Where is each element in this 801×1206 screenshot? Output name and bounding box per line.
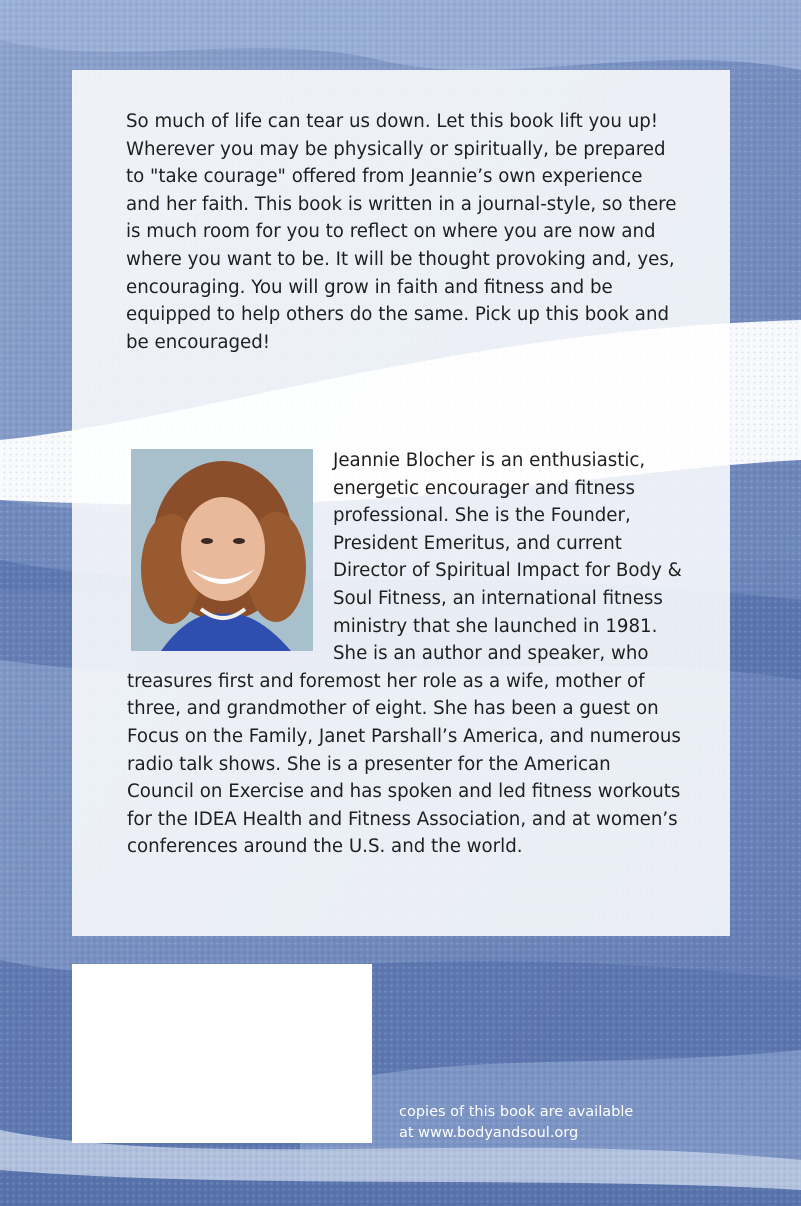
book-blurb: So much of life can tear us down. Let this book lift you up! Wherever you may be physically or spiritually, be prepared to "take courage" offered from Jeannie’s own experience and her faith. This book is written in a journal-style, so there is much room for you to reflect on where you are now and where you want to be. It will be thought provoking and, yes, encouraging. You will grow in faith and fitness and be equipped to help others do the same. Pick up this book and be encouraged!	[126, 111, 677, 353]
author-bio	[127, 447, 683, 861]
availability-line-1: copies of this book are available	[399, 1104, 634, 1120]
author-portrait-icon	[131, 449, 313, 651]
barcode-area	[72, 964, 372, 1143]
availability-line-2: at www.bodyandsoul.org	[399, 1125, 579, 1141]
availability-note	[399, 1102, 699, 1144]
author-photo	[131, 449, 313, 651]
author-bio-text: Jeannie Blocher is an enthusiastic, energetic encourager and fitness professional. She is the Founder, President Emeritus, and current Director of Spiritual Impact for Body & Soul Fitness, an international fitness ministry that she launched in 1981. She is an author and speaker, who treasures first and foremost her role as a wife, mother of three, and grandmother of eight. She has been a guest on Focus on the Family, Janet Parshall’s America, and numerous radio talk shows. She is a presenter for the American Council on Exercise and has spoken and led fitness workouts for the IDEA Health and Fitness Association, and at women’s conferences around the U.S. and the world.	[127, 450, 682, 858]
